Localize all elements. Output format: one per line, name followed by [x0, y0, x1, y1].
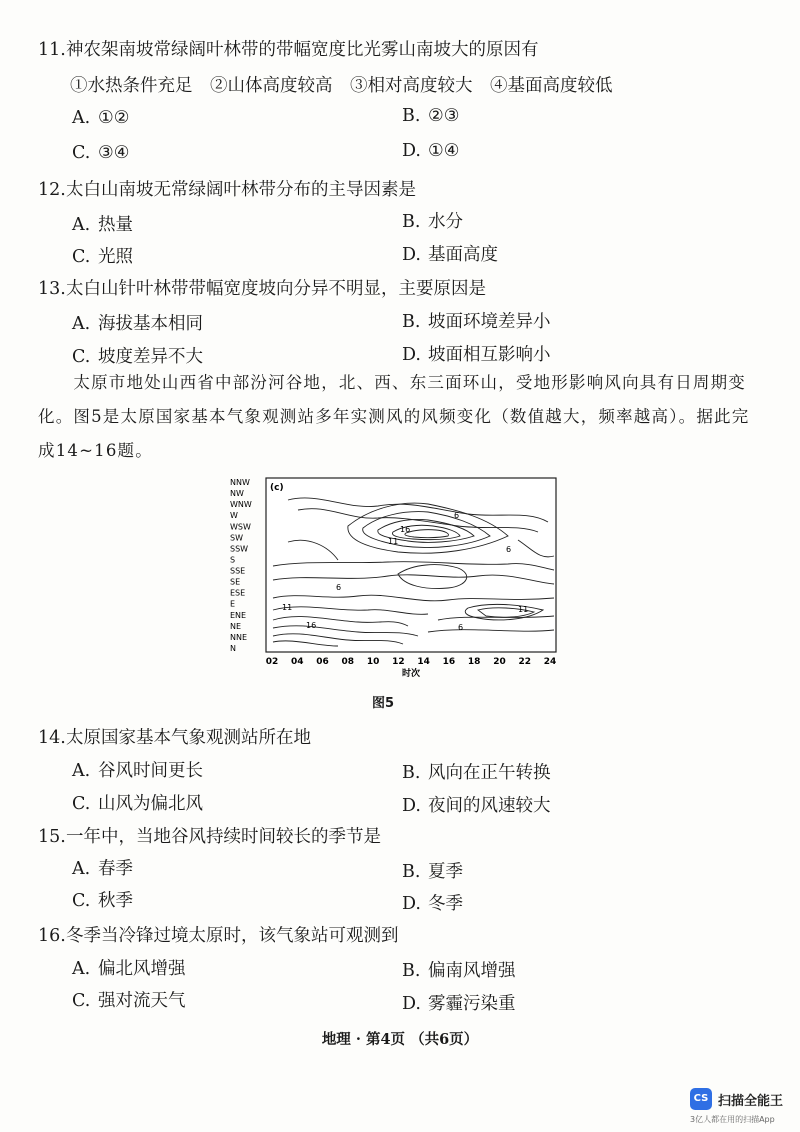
question-15-option-b: B. 夏季 [402, 862, 463, 882]
x-tick-label: 10 [366, 657, 380, 667]
x-axis-ticks [266, 657, 557, 667]
question-14-option-c: C. 山风为偏北风 [72, 794, 203, 814]
x-tick-label: 20 [493, 657, 506, 667]
scanner-watermark [682, 1084, 796, 1128]
contour-label: 6 [506, 545, 512, 554]
x-tick-label: 06 [316, 657, 329, 667]
x-tick-label: 22 [518, 657, 531, 667]
y-tick-label: ENE [230, 610, 247, 620]
contour-label: 6 [458, 623, 464, 632]
y-tick-label: WNW [230, 500, 252, 510]
y-tick-label: NNE [230, 632, 248, 642]
scanner-app-name: 扫描全能王 [718, 1094, 784, 1109]
question-11-option-b: B. ②③ [402, 106, 460, 126]
question-13-option-a: A. 海拔基本相同 [72, 314, 203, 334]
y-tick-label: N [230, 644, 236, 653]
question-11-option-a: A. ①② [72, 108, 130, 128]
question-13-option-d: D. 坡面相互影响小 [402, 345, 551, 365]
question-16-option-b: B. 偏南风增强 [402, 961, 516, 981]
question-16-option-c: C. 强对流天气 [72, 991, 186, 1011]
y-tick-label: SW [230, 533, 243, 543]
y-tick-label: WSW [230, 522, 251, 532]
figure-caption: 图5 [372, 696, 395, 711]
y-tick-label: NW [230, 489, 244, 499]
y-tick-label: SSW [230, 544, 249, 554]
question-16-option-d: D. 雾霾污染重 [402, 994, 516, 1014]
question-15-option-a: A. 春季 [72, 859, 133, 879]
y-tick-label: SE [230, 577, 241, 587]
y-tick-label: S [230, 555, 236, 565]
question-12-stem: 12.太白山南坡无常绿阔叶林带分布的主导因素是 [38, 180, 416, 200]
question-13-stem: 13.太白山针叶林带带幅宽度坡向分异不明显，主要原因是 [38, 279, 486, 299]
reading-passage: 太原市地处山西省中部汾河谷地，北、西、东三面环山，受地形影响风向具有日周期变化。图5是太原国家基本气象观测站多年实测风的风频变化（数值越大，频率越高）。据此完成14~16题。 [38, 373, 750, 460]
x-tick-label: 24 [543, 657, 557, 667]
question-14-option-a: A. 谷风时间更长 [72, 761, 203, 781]
y-tick-label: SSE [230, 566, 246, 576]
x-tick-label: 16 [442, 657, 456, 667]
contour-label: 6 [336, 583, 342, 592]
question-12-option-a: A. 热量 [72, 215, 133, 235]
question-12-option-c: C. 光照 [72, 247, 133, 267]
question-15-option-d: D. 冬季 [402, 894, 463, 914]
y-axis-ticks [230, 478, 252, 653]
scanner-tagline: 3亿人都在用的扫描App [690, 1115, 775, 1124]
x-tick-label: 12 [392, 657, 405, 667]
contour-label: 6 [454, 511, 460, 520]
y-tick-label: NE [230, 621, 242, 631]
x-tick-label: 18 [467, 657, 481, 667]
x-tick-label: 14 [417, 657, 430, 667]
question-11-option-d: D. ①④ [402, 141, 460, 161]
contour-label: 11 [388, 537, 399, 546]
contour-label: 16 [400, 525, 411, 534]
scanner-logo-icon: CS [690, 1088, 712, 1110]
question-13-option-c: C. 坡度差异不大 [72, 347, 203, 367]
question-11-option-c: C. ③④ [72, 143, 130, 163]
question-16-stem: 16.冬季当冷锋过境太原时，该气象站可观测到 [38, 926, 399, 946]
question-14-stem: 14.太原国家基本气象观测站所在地 [38, 728, 311, 748]
y-tick-label: ESE [230, 588, 246, 598]
figure-5-wind-frequency-contour [228, 470, 564, 682]
question-12-option-b: B. 水分 [402, 212, 463, 232]
x-tick-label: 08 [341, 657, 355, 667]
panel-label: (c) [270, 483, 284, 493]
question-12-option-d: D. 基面高度 [402, 245, 498, 265]
question-16-option-a: A. 偏北风增强 [72, 959, 186, 979]
question-14-option-d: D. 夜间的风速较大 [402, 796, 551, 816]
question-13-option-b: B. 坡面环境差异小 [402, 312, 551, 332]
x-tick-label: 04 [291, 657, 304, 667]
question-11-stem: 11.神农架南坡常绿阔叶林带的带幅宽度比光雾山南坡大的原因有 [38, 40, 539, 60]
x-axis-title: 时次 [401, 669, 421, 679]
y-tick-label: E [230, 599, 236, 609]
question-14-option-b: B. 风向在正午转换 [402, 763, 551, 783]
contour-plot [228, 470, 564, 682]
question-11-statements: ①水热条件充足 ②山体高度较高 ③相对高度较大 ④基面高度较低 [70, 76, 613, 96]
contour-label: 11 [518, 605, 529, 614]
question-15-stem: 15.一年中，当地谷风持续时间较长的季节是 [38, 827, 381, 847]
contour-label: 16 [306, 621, 317, 630]
y-tick-label: NNW [230, 478, 250, 487]
x-tick-label: 02 [265, 657, 279, 667]
y-tick-label: W [230, 511, 238, 521]
contour-label: 11 [282, 603, 293, 612]
question-15-option-c: C. 秋季 [72, 891, 133, 911]
page-footer: 地理 · 第4页 （共6页） [321, 1031, 479, 1048]
